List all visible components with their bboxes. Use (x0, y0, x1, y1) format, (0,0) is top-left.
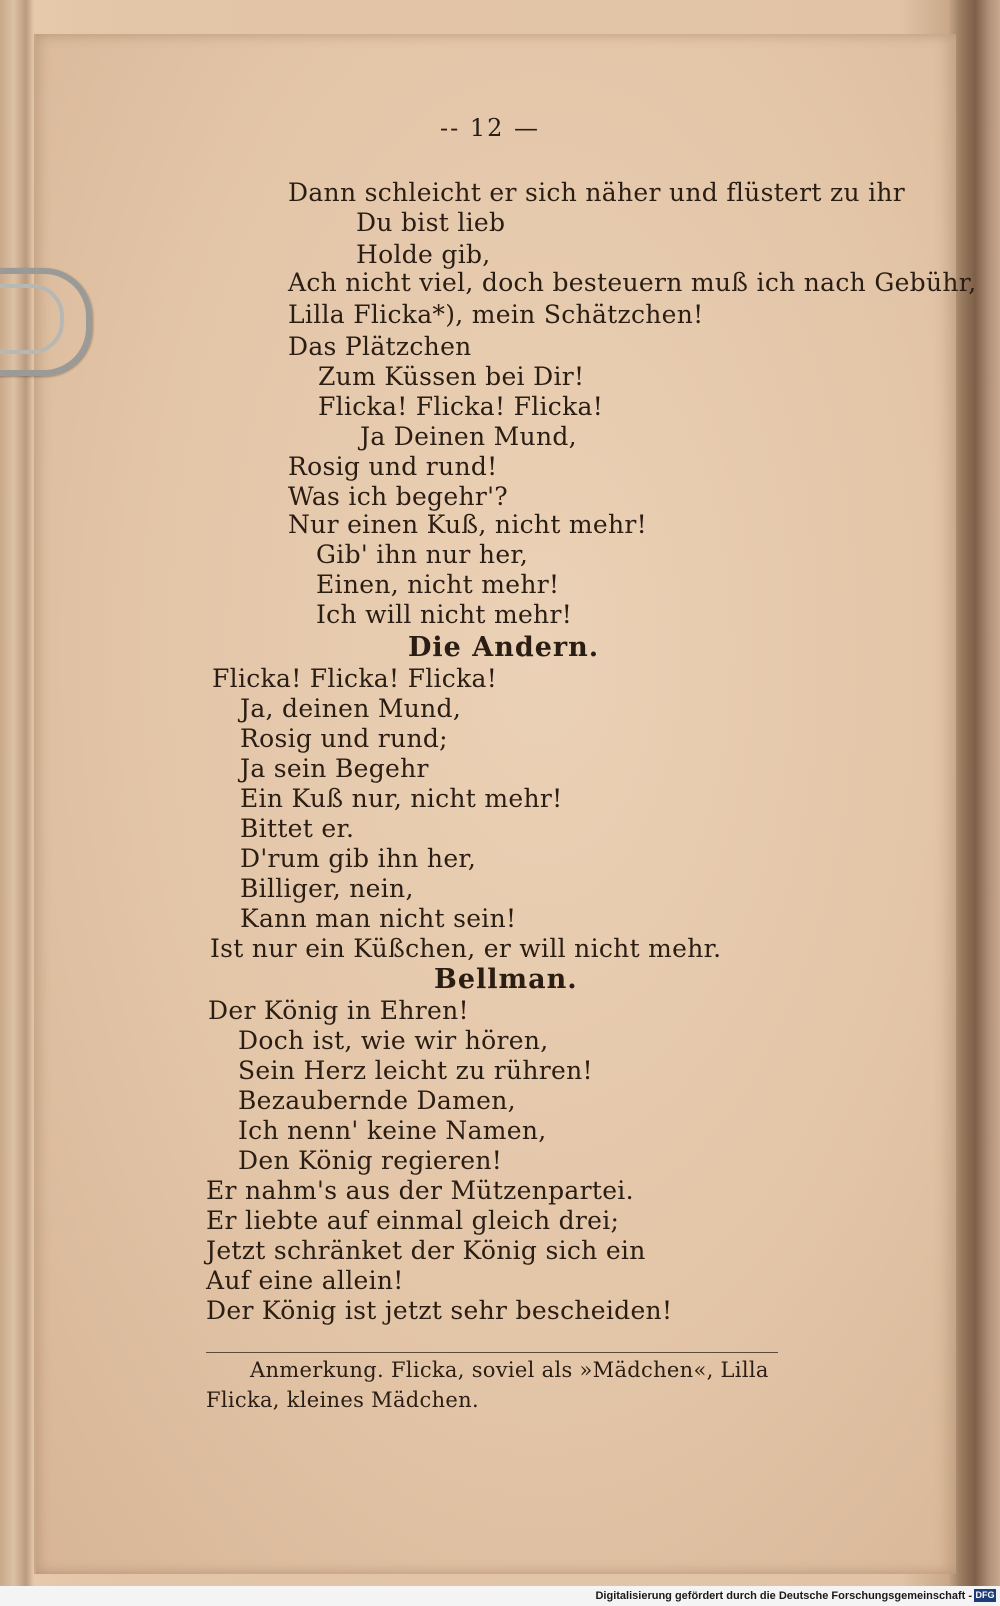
verse-line: Bittet er. (240, 814, 355, 843)
verse-line: Flicka! Flicka! Flicka! (318, 392, 604, 421)
verse-line: Gib' ihn nur her, (316, 540, 529, 569)
verse-line: Auf eine allein! (206, 1266, 404, 1295)
verse-line: Zum Küssen bei Dir! (318, 362, 585, 391)
verse-line: Du bist lieb (356, 208, 506, 237)
speaker-heading: Die Andern. (408, 632, 600, 663)
verse-line: Flicka! Flicka! Flicka! (212, 664, 498, 693)
verse-line: Kann man nicht sein! (240, 904, 517, 933)
verse-line: Einen, nicht mehr! (316, 570, 560, 599)
footnote-rule (206, 1352, 778, 1353)
verse-line: D'rum gib ihn her, (240, 844, 477, 873)
verse-line: Der König in Ehren! (208, 996, 469, 1025)
verse-line: Was ich begehr'? (288, 482, 508, 511)
paper-clip-inner (0, 284, 64, 354)
verse-line: Der König ist jetzt sehr bescheiden! (206, 1296, 673, 1325)
page-number: -- 12 — (440, 114, 541, 142)
verse-line: Ja, deinen Mund, (240, 694, 462, 723)
speaker-heading: Bellman. (434, 964, 578, 995)
footnote-line: Anmerkung. Flicka, soviel als »Mädchen«, Lilla (250, 1358, 769, 1382)
verse-line: Rosig und rund; (240, 724, 448, 753)
verse-line: Den König regieren! (238, 1146, 503, 1175)
verse-line: Ach nicht viel, doch besteuern muß ich nach Gebühr, (288, 268, 977, 297)
verse-line: Ja sein Begehr (240, 754, 429, 783)
verse-line: Nur einen Kuß, nicht mehr! (288, 510, 648, 539)
verse-line: Das Plätzchen (288, 332, 472, 361)
footnote-line: Flicka, kleines Mädchen. (206, 1388, 479, 1412)
verse-line: Ich will nicht mehr! (316, 600, 573, 629)
verse-line: Billiger, nein, (240, 874, 414, 903)
verse-line: Rosig und rund! (288, 452, 498, 481)
verse-line: Doch ist, wie wir hören, (238, 1026, 549, 1055)
funding-credit: Digitalisierung gefördert durch die Deutsche Forschungsgemeinschaft - (595, 1590, 972, 1602)
verse-line: Bezaubernde Damen, (238, 1086, 516, 1115)
verse-line: Ist nur ein Küßchen, er will nicht mehr. (210, 934, 722, 963)
verse-line: Holde gib, (356, 240, 491, 269)
verse-line: Ich nenn' keine Namen, (238, 1116, 547, 1145)
verse-line: Jetzt schränket der König sich ein (206, 1236, 646, 1265)
verse-line: Er liebte auf einmal gleich drei; (206, 1206, 620, 1235)
verse-line: Er nahm's aus der Mützenpartei. (206, 1176, 634, 1205)
dfg-logo: DFG (975, 1590, 995, 1600)
verse-line: Dann schleicht er sich näher und flüstert zu ihr (288, 178, 906, 207)
verse-line: Sein Herz leicht zu rühren! (238, 1056, 593, 1085)
verse-line: Lilla Flicka*), mein Schätzchen! (288, 300, 704, 329)
verse-line: Ein Kuß nur, nicht mehr! (240, 784, 563, 813)
verse-line: Ja Deinen Mund, (360, 422, 577, 451)
